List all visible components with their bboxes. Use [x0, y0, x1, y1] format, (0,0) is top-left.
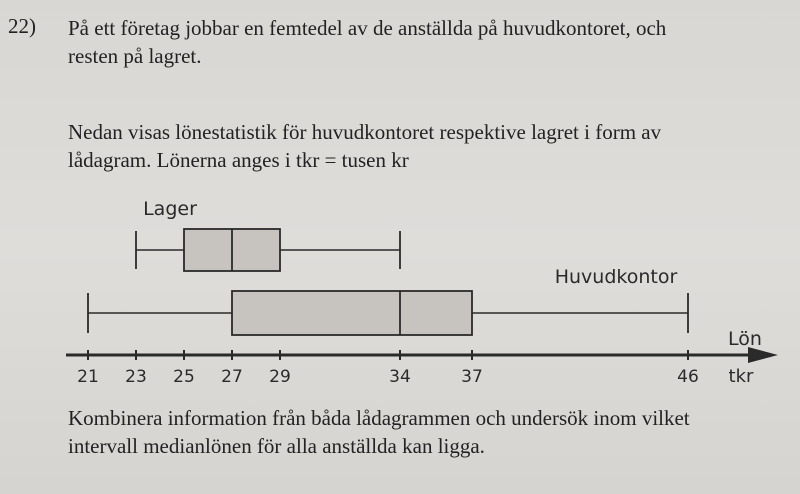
task-text: [68, 404, 788, 460]
huvudkontor-box: [232, 291, 472, 335]
intro-text-line2: lådagram. Lönerna anges i tkr = tusen kr: [68, 148, 409, 172]
axis-label: Lön: [728, 328, 762, 350]
task-text-line2: intervall medianlönen för alla anställda kan ligga.: [68, 434, 485, 458]
tick-label: 25: [173, 367, 195, 387]
lager-label: Lager: [143, 198, 197, 220]
tick-label: 37: [461, 367, 483, 387]
question-number: 22): [8, 14, 36, 38]
tick-label: 46: [677, 367, 699, 387]
tick-label: 23: [125, 367, 147, 387]
question-text-line2: resten på lagret.: [68, 44, 202, 68]
tick-label: 29: [269, 367, 291, 387]
question-text-line1: På ett företag jobbar en femtedel av de anställda på huvudkontoret, och: [68, 16, 667, 40]
tick-label: 34: [389, 367, 411, 387]
huvudkontor-label: Huvudkontor: [554, 266, 678, 288]
tick-label: 21: [77, 367, 99, 387]
intro-text-line1: Nedan visas lönestatistik för huvudkontoret respektive lagret i form av: [68, 120, 662, 144]
task-text-line1: Kombinera information från båda lådagrammen och undersök inom vilket: [68, 406, 690, 430]
axis-unit: tkr: [728, 366, 754, 387]
tick-label: 27: [221, 367, 243, 387]
